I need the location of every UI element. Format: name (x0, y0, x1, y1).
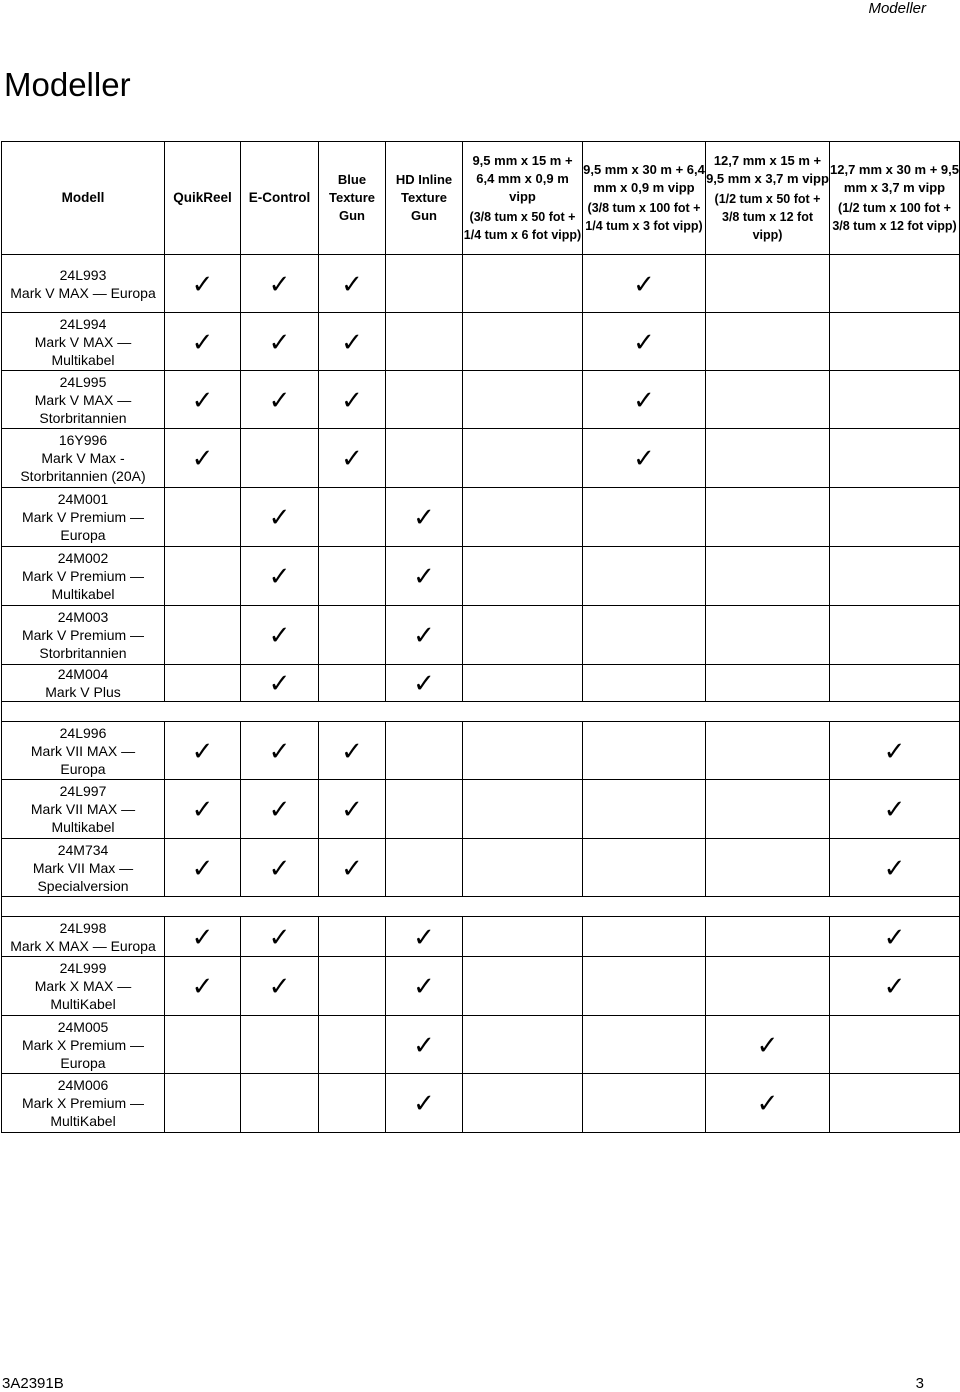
checkmark-icon: ✓ (191, 443, 214, 473)
model-line: Specialversion (37, 877, 129, 894)
checkmark-icon: ✓ (413, 668, 435, 698)
model-cell (2, 606, 165, 665)
model-line: Europa (60, 1054, 106, 1071)
option-cell (319, 780, 386, 839)
table-row (2, 371, 960, 429)
checkmark-icon: ✓ (341, 794, 363, 824)
checkmark-icon: ✓ (191, 921, 214, 952)
option-cell (830, 1016, 960, 1074)
group-spacer-row (2, 702, 960, 722)
model-cell (2, 957, 165, 1016)
checkmark-icon: ✓ (413, 1029, 435, 1060)
page-number: 3 (915, 1375, 924, 1392)
option-cell (241, 371, 319, 429)
model-cell (2, 917, 165, 957)
option-cell (463, 606, 583, 665)
option-cell (463, 313, 583, 371)
col-header-hose-4-imperial: (1/2 tum x 100 fot + 3/8 tum x 12 fot vipp) (832, 201, 957, 233)
checkmark-icon: ✓ (341, 852, 363, 883)
option-cell (165, 1016, 241, 1074)
checkmark-icon: ✓ (633, 384, 655, 415)
model-line: 24L998 (59, 919, 107, 936)
option-cell (830, 780, 960, 839)
option-cell (165, 1074, 241, 1133)
option-cell (319, 371, 386, 429)
col-header-hose-3-imperial: (1/2 tum x 50 fot + 3/8 tum x 12 fot vipp) (714, 192, 821, 242)
option-cell (830, 917, 960, 957)
model-line: MultiKabel (50, 996, 116, 1012)
checkmark-icon: ✓ (268, 268, 291, 299)
option-cell (830, 488, 960, 547)
model-line: Multikabel (51, 351, 115, 368)
checkmark-icon: ✓ (413, 620, 435, 650)
table-row (2, 313, 960, 371)
checkmark-icon: ✓ (191, 971, 214, 1001)
col-header-blue-line-3: Gun (339, 208, 365, 223)
checkmark-icon: ✓ (633, 268, 655, 299)
option-cell (241, 780, 319, 839)
checkmark-icon: ✓ (883, 971, 906, 1001)
col-header-hose-2-imperial: (3/8 tum x 100 fot + 1/4 tum x 3 fot vipp) (585, 201, 703, 233)
option-cell (165, 488, 241, 547)
option-cell (830, 606, 960, 665)
option-cell (386, 488, 463, 547)
option-cell (830, 1074, 960, 1133)
models-table-body (2, 255, 960, 1133)
model-cell (2, 1016, 165, 1074)
option-cell (830, 255, 960, 313)
option-cell (583, 488, 706, 547)
option-cell (706, 665, 830, 702)
col-header-hose-1-imperial: (3/8 tum x 50 fot + 1/4 tum x 6 fot vipp) (463, 210, 582, 242)
option-cell (830, 313, 960, 371)
col-header-hd-line-2: Texture (401, 190, 447, 205)
checkmark-icon: ✓ (191, 735, 214, 766)
option-cell (165, 665, 241, 702)
col-header-modell: Modell (2, 142, 165, 255)
model-line: Storbritannien (20A) (20, 468, 146, 484)
table-row (2, 1074, 960, 1133)
option-cell (241, 665, 319, 702)
model-line: Europa (60, 527, 106, 543)
option-cell (241, 429, 319, 488)
option-cell (386, 780, 463, 839)
option-cell (463, 917, 583, 957)
model-line: Storbritannien (39, 409, 127, 426)
checkmark-icon: ✓ (756, 1088, 779, 1118)
option-cell (241, 839, 319, 897)
option-cell (706, 547, 830, 606)
option-cell (241, 1074, 319, 1133)
model-line: 24M003 (57, 609, 109, 625)
option-cell (830, 665, 960, 702)
option-cell (319, 488, 386, 547)
models-table (1, 141, 960, 1133)
option-cell (706, 313, 830, 371)
running-head: Modeller (868, 0, 926, 17)
option-cell (463, 665, 583, 702)
col-header-hd-line-3: Gun (411, 208, 437, 223)
model-line: 24M002 (57, 550, 109, 566)
col-header-hose-3 (706, 142, 830, 255)
option-cell (830, 547, 960, 606)
option-cell (319, 429, 386, 488)
checkmark-icon: ✓ (268, 502, 291, 532)
checkmark-icon: ✓ (883, 794, 906, 824)
col-header-hose-3-metric: 12,7 mm x 15 m + 9,5 mm x 3,7 m vipp (706, 153, 829, 186)
option-cell (463, 839, 583, 897)
model-line: Mark X Premium — (21, 1095, 145, 1111)
option-cell (463, 780, 583, 839)
option-cell (319, 606, 386, 665)
col-header-hose-2-metric: 9,5 mm x 30 m + 6,4 mm x 0,9 m vipp (583, 162, 705, 195)
table-row (2, 488, 960, 547)
model-line: Mark V Premium — (21, 568, 145, 584)
table-row (2, 839, 960, 897)
col-header-hd-line-1: HD Inline (395, 172, 453, 187)
option-cell (830, 839, 960, 897)
table-row (2, 957, 960, 1016)
option-cell (165, 606, 241, 665)
model-cell (2, 371, 165, 429)
col-header-hose-1 (463, 142, 583, 255)
model-line: Mark X Premium — (21, 1036, 145, 1053)
option-cell (241, 547, 319, 606)
model-line: Europa (60, 760, 106, 777)
option-cell (463, 722, 583, 780)
option-cell (386, 1016, 463, 1074)
option-cell (241, 488, 319, 547)
option-cell (706, 780, 830, 839)
option-cell (165, 313, 241, 371)
checkmark-icon: ✓ (268, 852, 291, 883)
option-cell (706, 429, 830, 488)
option-cell (830, 957, 960, 1016)
checkmark-icon: ✓ (268, 384, 291, 415)
checkmark-icon: ✓ (268, 971, 291, 1001)
table-row (2, 665, 960, 702)
option-cell (319, 665, 386, 702)
option-cell (386, 1074, 463, 1133)
document-number: 3A2391B (2, 1375, 64, 1392)
option-cell (583, 313, 706, 371)
option-cell (463, 1016, 583, 1074)
model-cell (2, 313, 165, 371)
option-cell (319, 313, 386, 371)
option-cell (386, 255, 463, 313)
model-cell (2, 665, 165, 702)
option-cell (706, 722, 830, 780)
model-line: Storbritannien (39, 645, 127, 661)
model-line: Mark V Max - (41, 450, 125, 466)
option-cell (241, 722, 319, 780)
page-title: Modeller (4, 66, 131, 103)
model-line: 24L997 (59, 783, 107, 799)
checkmark-icon: ✓ (268, 620, 291, 650)
model-line: Mark V Premium — (21, 627, 145, 643)
model-line: 24L995 (59, 373, 107, 390)
checkmark-icon: ✓ (341, 443, 363, 473)
header-row (2, 142, 960, 255)
model-line: Multikabel (51, 586, 115, 602)
option-cell (319, 255, 386, 313)
checkmark-icon: ✓ (413, 561, 435, 591)
option-cell (583, 606, 706, 665)
option-cell (830, 722, 960, 780)
option-cell (706, 255, 830, 313)
checkmark-icon: ✓ (756, 1029, 779, 1060)
model-line: Mark VII MAX — (30, 801, 136, 817)
checkmark-icon: ✓ (268, 326, 291, 357)
option-cell (583, 839, 706, 897)
option-cell (706, 606, 830, 665)
option-cell (583, 957, 706, 1016)
model-line: Multikabel (51, 819, 115, 835)
model-cell (2, 1074, 165, 1133)
option-cell (165, 722, 241, 780)
checkmark-icon: ✓ (191, 268, 214, 299)
table-row (2, 780, 960, 839)
option-cell (463, 255, 583, 313)
model-line: 24L994 (59, 315, 107, 332)
model-line: 24M005 (57, 1018, 109, 1035)
option-cell (583, 547, 706, 606)
option-cell (319, 957, 386, 1016)
model-line: Mark V Plus (45, 684, 121, 700)
checkmark-icon: ✓ (341, 326, 363, 357)
option-cell (319, 547, 386, 606)
table-row (2, 547, 960, 606)
model-cell (2, 429, 165, 488)
checkmark-icon: ✓ (268, 668, 291, 698)
option-cell (386, 957, 463, 1016)
group-spacer-row (2, 897, 960, 917)
option-cell (706, 488, 830, 547)
option-cell (386, 371, 463, 429)
col-header-hose-4 (830, 142, 960, 255)
checkmark-icon: ✓ (191, 384, 214, 415)
option-cell (165, 839, 241, 897)
model-line: Mark X MAX — (34, 978, 132, 994)
option-cell (706, 957, 830, 1016)
model-line: Mark V MAX — (34, 333, 132, 350)
checkmark-icon: ✓ (413, 971, 435, 1001)
option-cell (241, 313, 319, 371)
option-cell (165, 371, 241, 429)
model-line: 16Y996 (58, 432, 108, 448)
option-cell (386, 665, 463, 702)
model-cell (2, 488, 165, 547)
option-cell (241, 1016, 319, 1074)
option-cell (706, 917, 830, 957)
option-cell (165, 917, 241, 957)
option-cell (386, 839, 463, 897)
model-cell (2, 780, 165, 839)
model-line: Mark X MAX — Europa (10, 937, 156, 954)
option-cell (386, 429, 463, 488)
option-cell (583, 429, 706, 488)
option-cell (706, 371, 830, 429)
option-cell (583, 1016, 706, 1074)
option-cell (386, 313, 463, 371)
checkmark-icon: ✓ (341, 384, 363, 415)
option-cell (583, 917, 706, 957)
col-header-hose-4-metric: 12,7 mm x 30 m + 9,5 mm x 3,7 m vipp (830, 162, 960, 195)
table-row (2, 255, 960, 313)
option-cell (463, 429, 583, 488)
table-row (2, 1016, 960, 1074)
option-cell (583, 371, 706, 429)
option-cell (319, 722, 386, 780)
option-cell (463, 547, 583, 606)
option-cell (706, 839, 830, 897)
checkmark-icon: ✓ (341, 735, 363, 766)
option-cell (165, 547, 241, 606)
col-header-econtrol: E-Control (241, 142, 319, 255)
group-spacer-cell (2, 897, 960, 917)
table-row (2, 606, 960, 665)
checkmark-icon: ✓ (268, 735, 291, 766)
model-line: 24M006 (57, 1077, 109, 1093)
option-cell (386, 606, 463, 665)
checkmark-icon: ✓ (883, 735, 906, 766)
checkmark-icon: ✓ (633, 443, 655, 473)
model-line: 24M004 (57, 666, 109, 682)
option-cell (463, 957, 583, 1016)
checkmark-icon: ✓ (413, 502, 435, 532)
option-cell (583, 665, 706, 702)
checkmark-icon: ✓ (883, 921, 906, 952)
col-header-hose-1-metric: 9,5 mm x 15 m + 6,4 mm x 0,9 m vipp (472, 153, 573, 204)
option-cell (583, 722, 706, 780)
checkmark-icon: ✓ (413, 921, 435, 952)
option-cell (830, 371, 960, 429)
table-row (2, 722, 960, 780)
model-line: Mark V MAX — (34, 391, 132, 408)
model-line: 24L996 (59, 724, 107, 741)
option-cell (319, 1016, 386, 1074)
checkmark-icon: ✓ (633, 326, 655, 357)
model-line: 24M734 (57, 841, 109, 858)
model-line: 24L999 (59, 960, 107, 976)
checkmark-icon: ✓ (413, 1088, 435, 1118)
table-row (2, 429, 960, 488)
col-header-hose-2 (583, 142, 706, 255)
option-cell (583, 255, 706, 313)
option-cell (241, 255, 319, 313)
option-cell (463, 488, 583, 547)
model-line: Mark VII MAX — (30, 742, 136, 759)
option-cell (241, 957, 319, 1016)
model-line: Mark V MAX — Europa (10, 284, 156, 301)
option-cell (706, 1016, 830, 1074)
option-cell (706, 1074, 830, 1133)
option-cell (165, 429, 241, 488)
option-cell (386, 917, 463, 957)
model-line: MultiKabel (50, 1113, 116, 1129)
model-cell (2, 255, 165, 313)
checkmark-icon: ✓ (191, 794, 214, 824)
checkmark-icon: ✓ (883, 852, 906, 883)
checkmark-icon: ✓ (191, 326, 214, 357)
col-header-blue-line-2: Texture (329, 190, 375, 205)
model-line: Mark VII Max — (32, 859, 134, 876)
col-header-blue-texture-gun (319, 142, 386, 255)
model-line: 24M001 (57, 491, 109, 507)
option-cell (583, 780, 706, 839)
option-cell (165, 957, 241, 1016)
option-cell (241, 606, 319, 665)
checkmark-icon: ✓ (191, 852, 214, 883)
option-cell (319, 1074, 386, 1133)
model-cell (2, 839, 165, 897)
option-cell (319, 839, 386, 897)
option-cell (165, 255, 241, 313)
option-cell (241, 917, 319, 957)
option-cell (386, 722, 463, 780)
model-cell (2, 722, 165, 780)
option-cell (165, 780, 241, 839)
checkmark-icon: ✓ (268, 561, 291, 591)
col-header-quikreel: QuikReel (165, 142, 241, 255)
checkmark-icon: ✓ (268, 794, 291, 824)
option-cell (319, 917, 386, 957)
option-cell (463, 371, 583, 429)
model-cell (2, 547, 165, 606)
col-header-blue-line-1: Blue (337, 172, 367, 187)
group-spacer-cell (2, 702, 960, 722)
option-cell (583, 1074, 706, 1133)
checkmark-icon: ✓ (341, 268, 363, 299)
table-row (2, 917, 960, 957)
checkmark-icon: ✓ (268, 921, 291, 952)
col-header-hd-inline-texture-gun (386, 142, 463, 255)
option-cell (830, 429, 960, 488)
model-line: 24L993 (59, 266, 107, 283)
option-cell (386, 547, 463, 606)
option-cell (463, 1074, 583, 1133)
model-line: Mark V Premium — (21, 509, 145, 525)
